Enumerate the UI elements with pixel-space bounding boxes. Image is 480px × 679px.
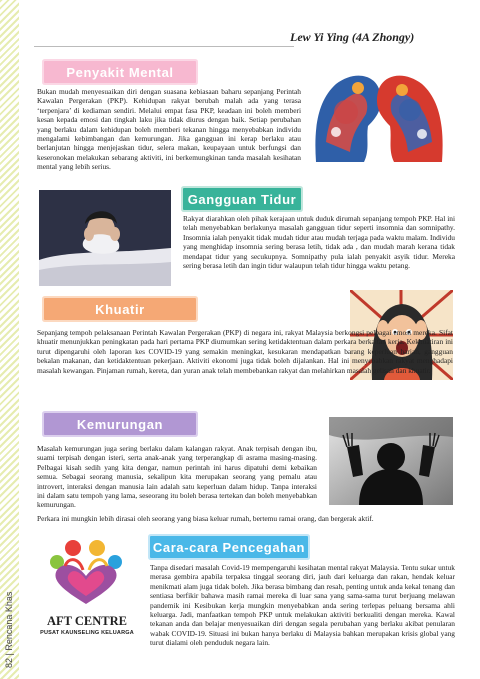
section-header-penyakit-mental: Penyakit Mental <box>44 61 196 83</box>
page-number-text: 82 | Rencana Khas <box>4 591 14 668</box>
section-text-penyakit-mental: Bukan mudah menyesuaikan diri dengan suasana kebiasaan baharu sepanjang Perintah Kawalan Pergerakan (PKP). Kehidupan rakyat berubah malah ada yang terasa ‘terpenjara’ di kediaman sendiri. Melalui empat fasa PKP, keadaan ini boleh memberi kesan kepada emosi dan tingkah laku jika tidak diurus dengan baik. Setiap perubahan yang berlaku dalam kehidupan boleh memberi tekanan hingga menyebabkan individu mengalami kebimbangan dan kemurungan. Jika gangguan ini kerap berlaku atau berlanjutan hingga menjejaskan tidur, selera makan, keupayaan untuk berfungsi dan keseronokan melakukan sebarang aktiviti, ini berkemungkinan tanda masalah kesihatan mental yang lebih serius. <box>37 87 301 172</box>
page-number-label <box>1 540 21 670</box>
section-text-cara-cara-pencegahan: Tanpa disedari masalah Covid-19 mempengaruhi kesihatan mental rakyat Malaysia. Tentu sukar untuk merasa gembira apabila terpaksa tinggal seorang diri, jauh dari keluarga dan rakan, hendak keluar menikmati alam juga tidak boleh. Jika berasa bimbang dan resah, penting untuk anda kekal tenang dan sentiasa berfikir bahawa masih ramai mereka di luar sana yang sama-sama turut berjuang melawan pandemik ini Kesibukan kerja mungkin menyebabkan anda sering terlepas peluang bersama ahli keluarga. Jadi, manfaatkan tempoh PKP untuk melakukan aktiviti berkualiti dengan mereka. Kawal tekanan anda dan belajar menyesuaikan diri dengan segala perubahan yang berlaku akibat penularan wabak COVID-19. Situasi ini bukan hanya berlaku di Malaysia bahkan merupakan krisis global yang turut dialami oleh penduduk negara lain. <box>150 563 455 648</box>
aft-centre-logo <box>43 536 129 606</box>
section-header-kemurungan: Kemurungan <box>44 413 196 435</box>
section-text-kemurungan: Masalah kemurungan juga sering berlaku dalam kalangan rakyat. Anak terpisah dengan ibu, suami terpisah dengan isteri, serta anak-anak yang terperangkap di asrama masing-masing. Pelbagai kisah sedih yang kita dengar, namun perintah ini harus dipatuhi demi kebaikan semua. Sebagai seorang manusia, sekalipun kita merupakan seorang yang pemalu atau introvert, interaksi dengan manusia lain adalah satu keperluan dalam hidup. Tanpa interaksi ini dalam satu tempoh yang lama, seseorang itu boleh berasa tertekan dan boleh menyebabkan kemurungan. <box>37 444 317 510</box>
section-header-khuatir: Khuatir <box>44 298 196 320</box>
insomnia-image <box>39 190 171 286</box>
logo-title: AFT CENTRE <box>47 614 127 628</box>
logo-subtitle: PUSAT KAUNSELING KELUARGA <box>40 630 134 636</box>
section-text-khuatir: Sepanjang tempoh pelaksanaan Perintah Kawalan Pergerakan (PKP) di negara ini, rakyat Malaysia berkongsi pelbagai emosi mereka. Sifat khuatir menunjukkan peningkatan pada hari pertama PKP diumumkan sering ketidaktentuan dalam perkara berkaitan kerja. Kekhuatiran ini turut dipengaruhi oleh laporan kes COVID-19 yang semakin meningkat, kesukaran mendapatkan barang keperluan harian, gangguan bekalan makanan, dan ketidaktentuan pekerjaan. Aktiviti ekonomi juga tidak boleh dijalankan. Hal ini menyebabkan rakyat menghadapi masalah kewangan. Pinjaman rumah, kereta, dan yuran anak telah membebankan rakyat dan melahirkan masalah gelisah dan khuatir. <box>37 328 453 375</box>
depression-silhouette-image <box>329 417 453 505</box>
header-rule <box>34 46 294 47</box>
section-text-kemurungan-tail: Perkara ini mungkin lebih dirasai oleh seorang yang biasa keluar rumah, bertemu ramai orang, dan bergerak aktif. <box>37 514 374 523</box>
section-header-cara-cara-pencegahan: Cara-cara Pencegahan <box>150 536 308 558</box>
mental-health-heads-image <box>306 62 452 165</box>
author-name: Lew Yi Ying (4A Zhongy) <box>290 30 415 44</box>
section-text-gangguan-tidur: Rakyat diarahkan oleh pihak kerajaan untuk duduk dirumah sepanjang tempoh PKP. Hal ini telah menyebabkan berlakunya masalah gangguan tidur seperti insomnia dan somnipathy. Insomnia ialah penyakit tidak mudah tidur atau mudah terjaga pada waktu malam. Individu yang menghidap insomnia sering berasa letih, tidak ada , dan mudah marah kerana tidak mendapat tidur yang secukupnya. Somnipathy pula ialah penyakit asyik tidur. Mereka sering berasa letih dan ingin tidur walaupun telah tidur hingga waktu petang. <box>183 214 455 271</box>
section-header-gangguan-tidur: Gangguan Tidur <box>183 188 301 210</box>
